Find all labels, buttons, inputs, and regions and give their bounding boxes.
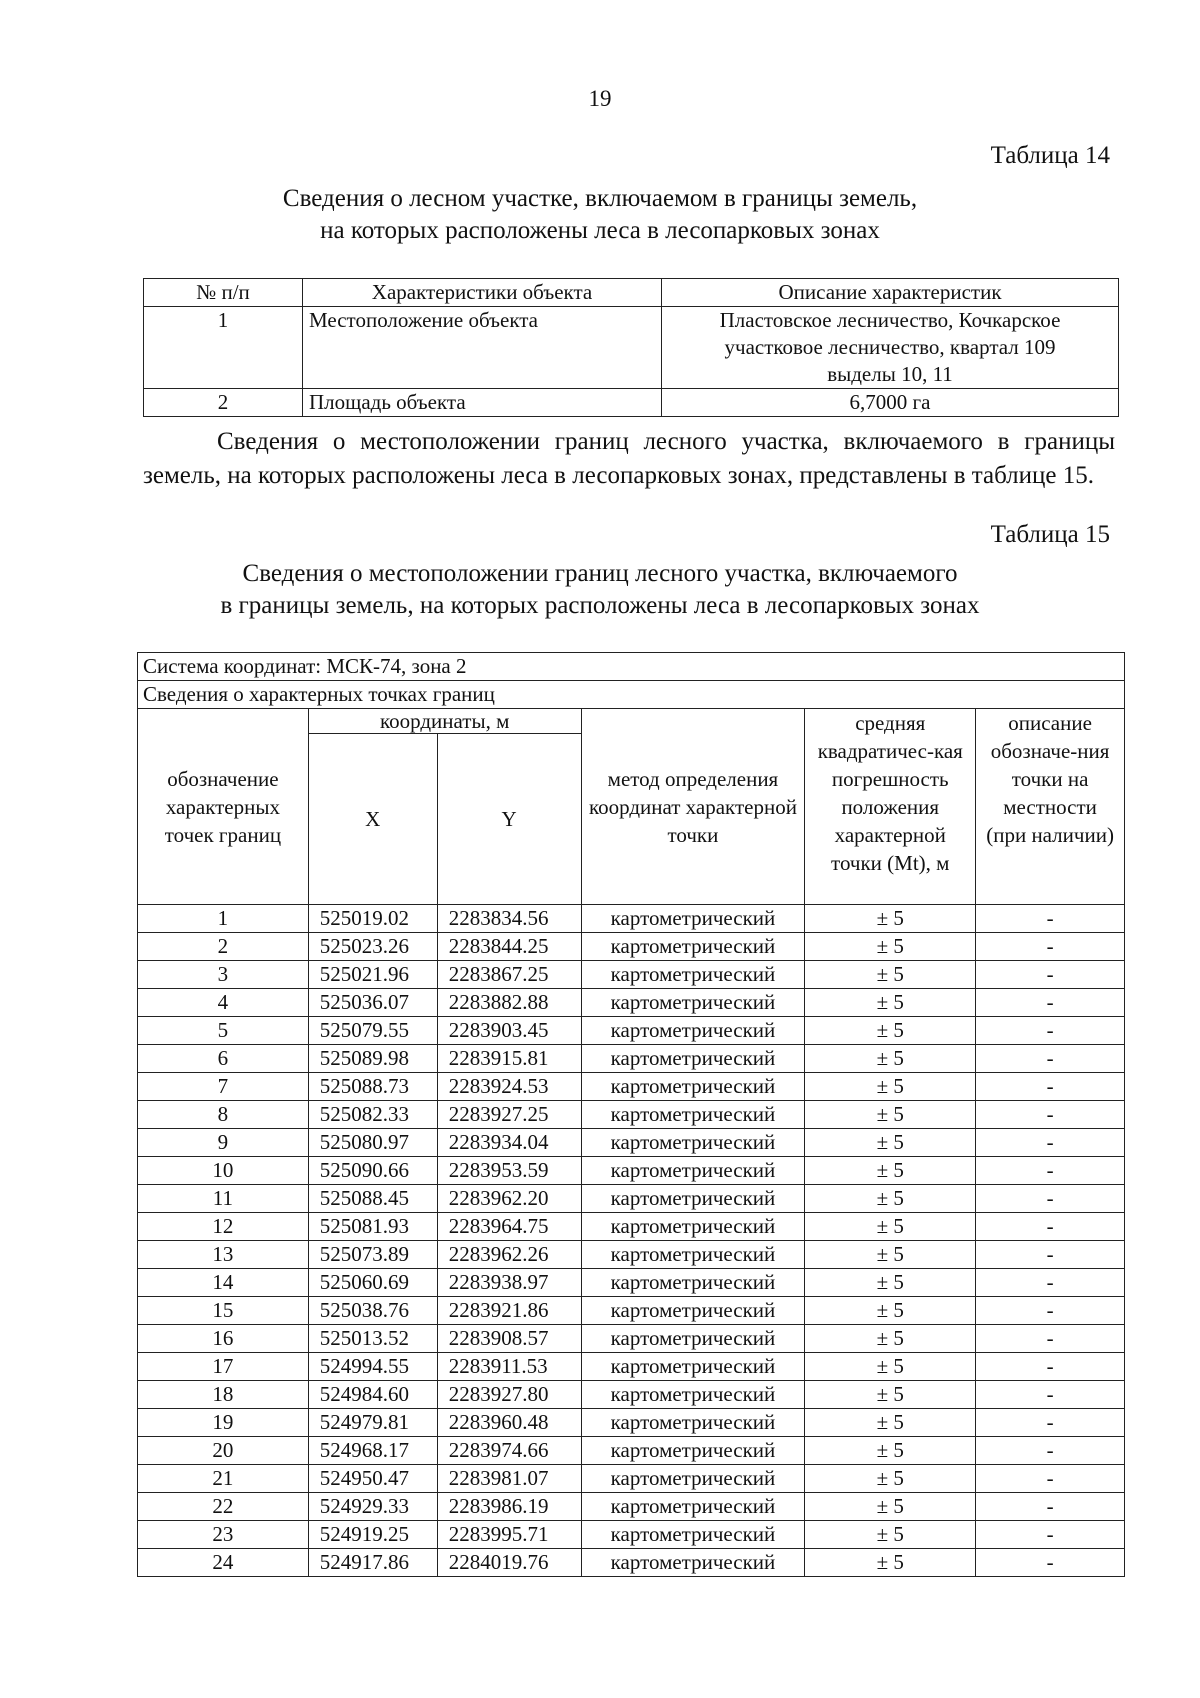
characteristic-description: 6,7000 га (662, 389, 1119, 417)
point-label: 14 (138, 1269, 309, 1297)
table-14-title-line: Сведения о лесном участке, включаемом в границы земель, (282, 185, 918, 212)
error-cell: ± 5 (805, 1465, 976, 1493)
table-row (138, 1353, 1125, 1381)
method-cell: картометрический (581, 1017, 805, 1045)
x-coordinate: 525081.93 (308, 1213, 437, 1241)
error-cell: ± 5 (805, 1353, 976, 1381)
method-cell: картометрический (581, 1325, 805, 1353)
description-cell: - (976, 1325, 1125, 1353)
x-coordinate: 524984.60 (308, 1381, 437, 1409)
y-coordinate: 2283908.57 (437, 1325, 581, 1353)
description-cell: - (976, 1297, 1125, 1325)
coords-header: координаты, м (308, 709, 581, 734)
description-cell: - (976, 1073, 1125, 1101)
point-label: 10 (138, 1157, 309, 1185)
y-coordinate: 2283960.48 (437, 1409, 581, 1437)
table-14-title (0, 183, 1200, 247)
table-row (138, 1045, 1125, 1073)
description-cell: - (976, 961, 1125, 989)
point-label: 22 (138, 1493, 309, 1521)
x-coordinate: 524929.33 (308, 1493, 437, 1521)
error-cell: ± 5 (805, 1213, 976, 1241)
x-coordinate: 525090.66 (308, 1157, 437, 1185)
error-cell: ± 5 (805, 1017, 976, 1045)
point-header: обозначение характерных точек границ (138, 709, 309, 905)
x-coordinate: 525060.69 (308, 1269, 437, 1297)
method-cell: картометрический (581, 1185, 805, 1213)
table-15-title (0, 558, 1200, 622)
header-cell: Характеристики объекта (303, 279, 662, 307)
row-number: 2 (144, 389, 303, 417)
page-number: 19 (588, 86, 612, 111)
error-cell: ± 5 (805, 1157, 976, 1185)
x-coordinate: 525038.76 (308, 1297, 437, 1325)
table-row (144, 307, 1119, 389)
table-15-caption: Таблица 15 (990, 521, 1110, 548)
point-label: 17 (138, 1353, 309, 1381)
error-cell: ± 5 (805, 1073, 976, 1101)
method-cell: картометрический (581, 1409, 805, 1437)
characteristic-name: Местоположение объекта (303, 307, 662, 389)
point-label: 16 (138, 1325, 309, 1353)
error-cell: ± 5 (805, 1325, 976, 1353)
point-label: 8 (138, 1101, 309, 1129)
y-coordinate: 2283903.45 (437, 1017, 581, 1045)
y-coordinate: 2283911.53 (437, 1353, 581, 1381)
y-coordinate: 2283974.66 (437, 1437, 581, 1465)
y-coordinate: 2283844.25 (437, 933, 581, 961)
method-cell: картометрический (581, 1101, 805, 1129)
x-coordinate: 525088.45 (308, 1185, 437, 1213)
description-cell: - (976, 1521, 1125, 1549)
description-cell: - (976, 1185, 1125, 1213)
description-cell: - (976, 1101, 1125, 1129)
point-label: 23 (138, 1521, 309, 1549)
y-coordinate: 2283882.88 (437, 989, 581, 1017)
x-coordinate: 525019.02 (308, 905, 437, 933)
y-coordinate: 2283938.97 (437, 1269, 581, 1297)
method-cell: картометрический (581, 1465, 805, 1493)
method-cell: картометрический (581, 1241, 805, 1269)
x-coordinate: 525089.98 (308, 1045, 437, 1073)
error-cell: ± 5 (805, 1045, 976, 1073)
coordinate-system: Система координат: МСК-74, зона 2 (138, 653, 1125, 681)
x-coordinate: 525036.07 (308, 989, 437, 1017)
table-15 (137, 652, 1125, 1577)
point-label: 9 (138, 1129, 309, 1157)
table-row (138, 905, 1125, 933)
point-label: 18 (138, 1381, 309, 1409)
table-14-caption: Таблица 14 (990, 142, 1110, 169)
method-cell: картометрический (581, 1549, 805, 1577)
description-cell: - (976, 1409, 1125, 1437)
y-coordinate: 2283867.25 (437, 961, 581, 989)
y-coordinate: 2284019.76 (437, 1549, 581, 1577)
error-cell: ± 5 (805, 961, 976, 989)
error-cell: ± 5 (805, 1437, 976, 1465)
y-coordinate: 2283927.25 (437, 1101, 581, 1129)
coordinate-system-row (138, 653, 1125, 681)
error-cell: ± 5 (805, 933, 976, 961)
error-cell: ± 5 (805, 1241, 976, 1269)
y-coordinate: 2283986.19 (437, 1493, 581, 1521)
error-cell: ± 5 (805, 1297, 976, 1325)
y-coordinate: 2283927.80 (437, 1381, 581, 1409)
table-15-title-line: Сведения о местоположении границ лесного участка, включаемого (242, 560, 958, 587)
point-label: 20 (138, 1437, 309, 1465)
y-coordinate: 2283953.59 (437, 1157, 581, 1185)
table-row (138, 1409, 1125, 1437)
method-header: метод определения координат характерной точки (581, 709, 805, 905)
method-cell: картометрический (581, 961, 805, 989)
x-coordinate: 524917.86 (308, 1549, 437, 1577)
characteristic-description: Пластовское лесничество, Кочкарское участковое лесничество, квартал 109 выделы 10, 11 (662, 307, 1119, 389)
error-cell: ± 5 (805, 989, 976, 1017)
y-coordinate: 2283924.53 (437, 1073, 581, 1101)
error-cell: ± 5 (805, 1129, 976, 1157)
error-cell: ± 5 (805, 1101, 976, 1129)
description-cell: - (976, 1437, 1125, 1465)
y-header: Y (437, 734, 581, 905)
table-row (138, 1549, 1125, 1577)
description-header: описание обозначе-ния точки на местности (при наличии) (976, 709, 1125, 905)
body-paragraph: Сведения о местоположении границ лесного участка, включаемого в границы земель, на которых расположены леса в лесопарковых зонах, представлены в таблице 15. (143, 428, 1115, 489)
y-coordinate: 2283921.86 (437, 1297, 581, 1325)
point-label: 12 (138, 1213, 309, 1241)
error-cell: ± 5 (805, 1409, 976, 1437)
point-label: 7 (138, 1073, 309, 1101)
point-label: 11 (138, 1185, 309, 1213)
error-cell: ± 5 (805, 905, 976, 933)
table-row (138, 1465, 1125, 1493)
section-title: Сведения о характерных точках границ (138, 681, 1125, 709)
method-cell: картометрический (581, 1521, 805, 1549)
x-coordinate: 524968.17 (308, 1437, 437, 1465)
table-15-body (138, 905, 1125, 1577)
y-coordinate: 2283934.04 (437, 1129, 581, 1157)
y-coordinate: 2283995.71 (437, 1521, 581, 1549)
point-label: 13 (138, 1241, 309, 1269)
table-row (138, 1521, 1125, 1549)
point-label: 19 (138, 1409, 309, 1437)
error-cell: ± 5 (805, 1185, 976, 1213)
x-coordinate: 524979.81 (308, 1409, 437, 1437)
method-cell: картометрический (581, 1493, 805, 1521)
description-cell: - (976, 1269, 1125, 1297)
point-label: 3 (138, 961, 309, 989)
point-label: 15 (138, 1297, 309, 1325)
x-coordinate: 525023.26 (308, 933, 437, 961)
table-14 (143, 278, 1119, 417)
table-row (138, 1437, 1125, 1465)
method-cell: картометрический (581, 1353, 805, 1381)
description-cell: - (976, 1493, 1125, 1521)
table-row (138, 961, 1125, 989)
point-label: 1 (138, 905, 309, 933)
table-row (138, 1325, 1125, 1353)
table-row (138, 1381, 1125, 1409)
point-label: 21 (138, 1465, 309, 1493)
method-cell: картометрический (581, 989, 805, 1017)
method-cell: картометрический (581, 1437, 805, 1465)
y-coordinate: 2283962.20 (437, 1185, 581, 1213)
method-cell: картометрический (581, 1213, 805, 1241)
method-cell: картометрический (581, 1381, 805, 1409)
table-row (144, 389, 1119, 417)
description-cell: - (976, 1017, 1125, 1045)
method-cell: картометрический (581, 1157, 805, 1185)
point-label: 2 (138, 933, 309, 961)
description-cell: - (976, 1381, 1125, 1409)
y-coordinate: 2283962.26 (437, 1241, 581, 1269)
table-15-title-line: в границы земель, на которых расположены леса в лесопарковых зонах (220, 592, 980, 619)
table-row (138, 1269, 1125, 1297)
point-label: 5 (138, 1017, 309, 1045)
table-14-header-row (144, 279, 1119, 307)
description-cell: - (976, 1213, 1125, 1241)
row-number: 1 (144, 307, 303, 389)
x-coordinate: 524994.55 (308, 1353, 437, 1381)
point-label: 4 (138, 989, 309, 1017)
method-cell: картометрический (581, 1297, 805, 1325)
x-coordinate: 525088.73 (308, 1073, 437, 1101)
x-coordinate: 525013.52 (308, 1325, 437, 1353)
description-cell: - (976, 933, 1125, 961)
characteristic-name: Площадь объекта (303, 389, 662, 417)
error-cell: ± 5 (805, 1549, 976, 1577)
method-cell: картометрический (581, 1073, 805, 1101)
table-row (138, 1493, 1125, 1521)
table-row (138, 1129, 1125, 1157)
method-cell: картометрический (581, 905, 805, 933)
header-cell: Описание характеристик (662, 279, 1119, 307)
description-cell: - (976, 1045, 1125, 1073)
description-cell: - (976, 1465, 1125, 1493)
error-cell: ± 5 (805, 1521, 976, 1549)
table-row (138, 989, 1125, 1017)
y-coordinate: 2283964.75 (437, 1213, 581, 1241)
table-row (138, 1157, 1125, 1185)
point-label: 6 (138, 1045, 309, 1073)
description-cell: - (976, 1157, 1125, 1185)
x-coordinate: 525073.89 (308, 1241, 437, 1269)
table-row (138, 1185, 1125, 1213)
error-cell: ± 5 (805, 1269, 976, 1297)
y-coordinate: 2283834.56 (437, 905, 581, 933)
y-coordinate: 2283915.81 (437, 1045, 581, 1073)
x-coordinate: 524950.47 (308, 1465, 437, 1493)
description-cell: - (976, 1549, 1125, 1577)
table-14-title-line: на которых расположены леса в лесопарковых зонах (320, 217, 880, 244)
description-cell: - (976, 1241, 1125, 1269)
method-cell: картометрический (581, 933, 805, 961)
table-row (138, 1073, 1125, 1101)
method-cell: картометрический (581, 1129, 805, 1157)
error-header: средняя квадратичес-кая погрешность положения характерной точки (Mt), м (805, 709, 976, 905)
table-row (138, 1101, 1125, 1129)
table-row (138, 933, 1125, 961)
x-header: X (308, 734, 437, 905)
table-row (138, 1241, 1125, 1269)
error-cell: ± 5 (805, 1381, 976, 1409)
x-coordinate: 525080.97 (308, 1129, 437, 1157)
table-15-header-row (138, 709, 1125, 734)
description-cell: - (976, 1129, 1125, 1157)
method-cell: картометрический (581, 1045, 805, 1073)
description-cell: - (976, 989, 1125, 1017)
method-cell: картометрический (581, 1269, 805, 1297)
x-coordinate: 525021.96 (308, 961, 437, 989)
x-coordinate: 524919.25 (308, 1521, 437, 1549)
x-coordinate: 525079.55 (308, 1017, 437, 1045)
table-row (138, 1297, 1125, 1325)
x-coordinate: 525082.33 (308, 1101, 437, 1129)
section-row (138, 681, 1125, 709)
table-row (138, 1213, 1125, 1241)
description-cell: - (976, 905, 1125, 933)
description-cell: - (976, 1353, 1125, 1381)
table-row (138, 1017, 1125, 1045)
header-cell: № п/п (144, 279, 303, 307)
y-coordinate: 2283981.07 (437, 1465, 581, 1493)
point-label: 24 (138, 1549, 309, 1577)
error-cell: ± 5 (805, 1493, 976, 1521)
